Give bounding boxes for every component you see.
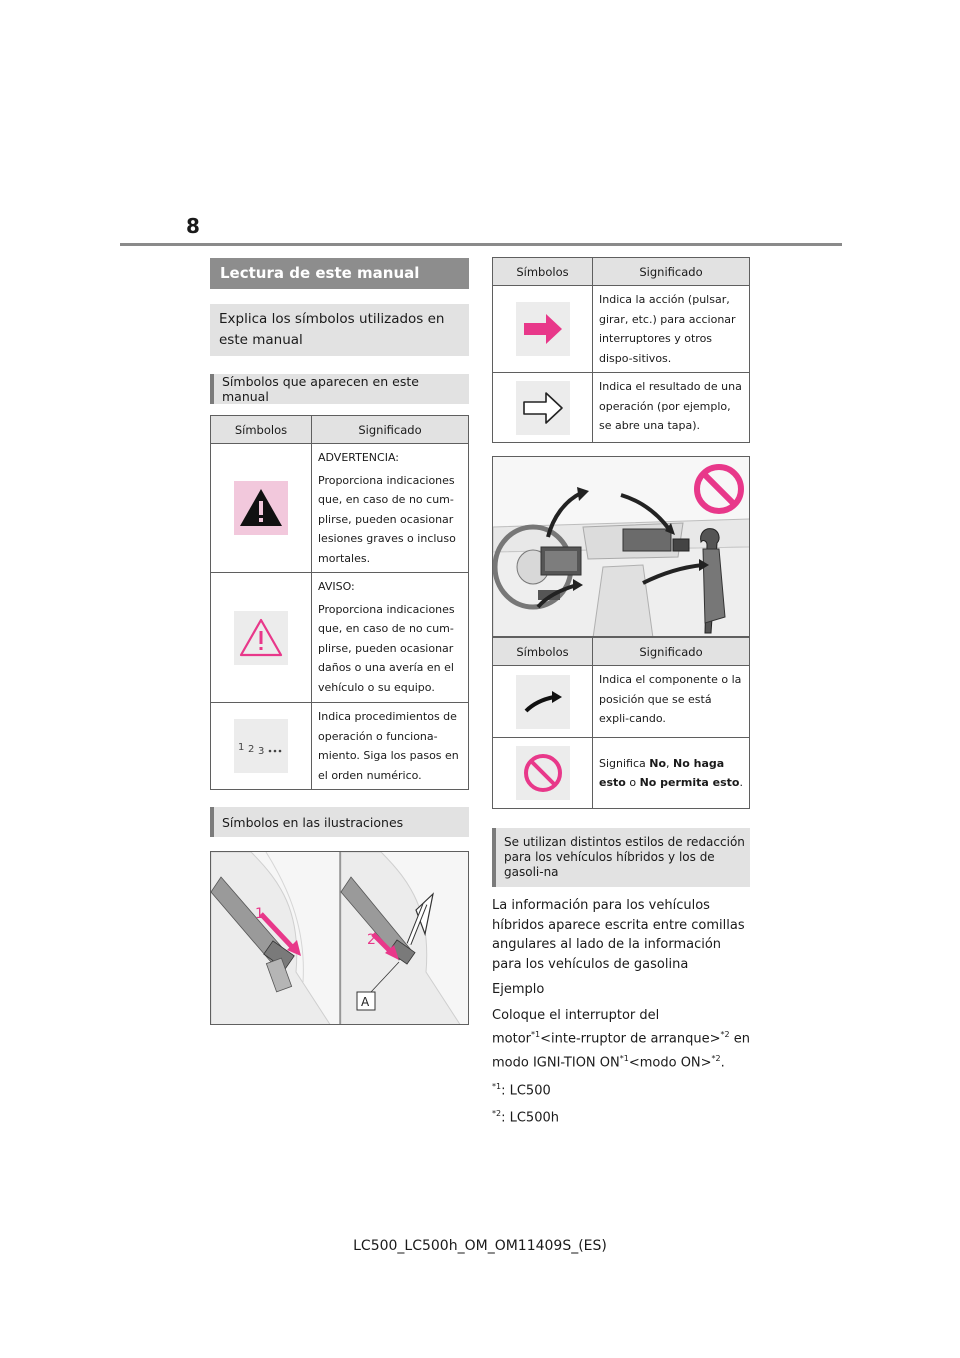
footnote-ref-2: *2 [720, 1030, 730, 1039]
writing-styles-heading: Se utilizan distintos estilos de redacción para los vehículos híbridos y los de gasoli-na [492, 828, 750, 887]
warning-text: Proporciona indicaciones que, en caso de no cum-plirse, pueden ocasionar lesiones graves o incluso mortales. [318, 473, 456, 565]
action-symbols-table [492, 257, 750, 443]
col-symbols-header: Símbolos [493, 638, 593, 666]
footnote-1-text: : LC500 [501, 1082, 551, 1098]
warning-filled-icon [234, 481, 288, 535]
page-number: 8 [186, 214, 200, 238]
footnote-ref-2b: *2 [711, 1053, 721, 1063]
component-text: Indica el componente o la posición que se está expli-cando. [599, 673, 742, 725]
example-part-e: . [720, 1055, 725, 1071]
manual-symbols-table [210, 415, 469, 790]
svg-text:3: 3 [258, 746, 265, 757]
writing-styles-paragraph: La información para los vehículos híbridos aparece escrita entre comillas angulares al lado de la información para los vehículos de gasolina [492, 898, 745, 972]
prohibition-text-lead: Significa [599, 756, 650, 770]
curved-arrow-icon [516, 675, 570, 729]
example-part-b: <inte-rruptor de arranque> [540, 1031, 721, 1047]
prohibition-no-permita: No permita esto [639, 776, 740, 789]
example-label: Ejemplo [492, 982, 545, 997]
footnote-2-mark: *2 [492, 1109, 502, 1119]
svg-text:1: 1 [238, 742, 245, 753]
top-divider [120, 243, 842, 246]
dashboard-illustration [492, 456, 750, 637]
result-text: Indica el resultado de una operación (por ejemplo, se abre una tapa). [599, 380, 742, 432]
steps-123-icon [234, 719, 288, 773]
prohibition-sep2: o [625, 776, 640, 789]
svg-text:2: 2 [248, 744, 255, 755]
prohibition-icon [516, 746, 570, 800]
example-part-a: Coloque el interruptor del motor [492, 1007, 660, 1047]
example-part-c: en modo IGNI-TION ON [492, 1031, 750, 1071]
writing-styles-body [492, 896, 752, 1132]
step2-callout: 2 [367, 932, 376, 948]
prohibition-no: No [649, 756, 667, 770]
example-text [492, 1006, 752, 1073]
table-row [211, 573, 469, 703]
caution-text: Proporciona indicaciones que, en caso de no cum-plirse, pueden ocasionar daños o una avería en el vehículo o su equipo. [318, 602, 455, 694]
seatbelt-illustration [210, 851, 469, 1025]
document-footer: LC500_LC500h_OM_OM11409S_(ES) [353, 1238, 607, 1254]
prohibition-sep1: , [666, 756, 674, 770]
footnote-ref-1b: *1 [619, 1053, 629, 1063]
table-row [211, 444, 469, 573]
caution-outline-icon [234, 611, 288, 665]
table-row [493, 738, 750, 809]
footnote-1 [492, 1077, 752, 1101]
manual-symbols-heading: Símbolos que aparecen en este manual [210, 374, 469, 404]
table-row [493, 666, 750, 738]
steps-text: Indica procedimientos de operación o funciona-miento. Siga los pasos en el orden numérico. [318, 710, 459, 782]
col-meaning-header: Significado [593, 638, 750, 666]
prohibition-no-haga: No haga esto [599, 756, 725, 789]
col-symbols-header: Símbolos [211, 416, 312, 444]
table-row [211, 703, 469, 790]
prohibition-text [599, 754, 743, 793]
col-meaning-header: Significado [593, 258, 750, 286]
table-row [493, 373, 750, 443]
action-text: Indica la acción (pulsar, girar, etc.) para accionar interruptores y otros dispo-sitivos. [599, 293, 736, 365]
warning-title: ADVERTENCIA: [318, 451, 399, 464]
caution-title: AVISO: [318, 580, 355, 593]
table-row [493, 286, 750, 373]
footnote-2 [492, 1104, 752, 1128]
step1-callout: 1 [255, 906, 264, 922]
outline-arrow-icon [516, 381, 570, 435]
solid-arrow-icon [516, 302, 570, 356]
section-intro: Explica los símbolos utilizados en este manual [210, 304, 469, 356]
section-title: Lectura de este manual [210, 258, 469, 289]
col-symbols-header: Símbolos [493, 258, 593, 286]
footnote-1-mark: *1 [492, 1081, 502, 1091]
footnote-ref-1: *1 [531, 1030, 541, 1039]
col-meaning-header: Significado [312, 416, 469, 444]
footnote-2-text: : LC500h [501, 1110, 559, 1126]
prohibition-end: . [739, 776, 743, 789]
label-a-callout: A [361, 995, 370, 1009]
illustration-symbols-heading: Símbolos en las ilustraciones [210, 807, 469, 837]
component-symbols-table [492, 637, 750, 809]
example-part-d: <modo ON> [628, 1055, 712, 1071]
